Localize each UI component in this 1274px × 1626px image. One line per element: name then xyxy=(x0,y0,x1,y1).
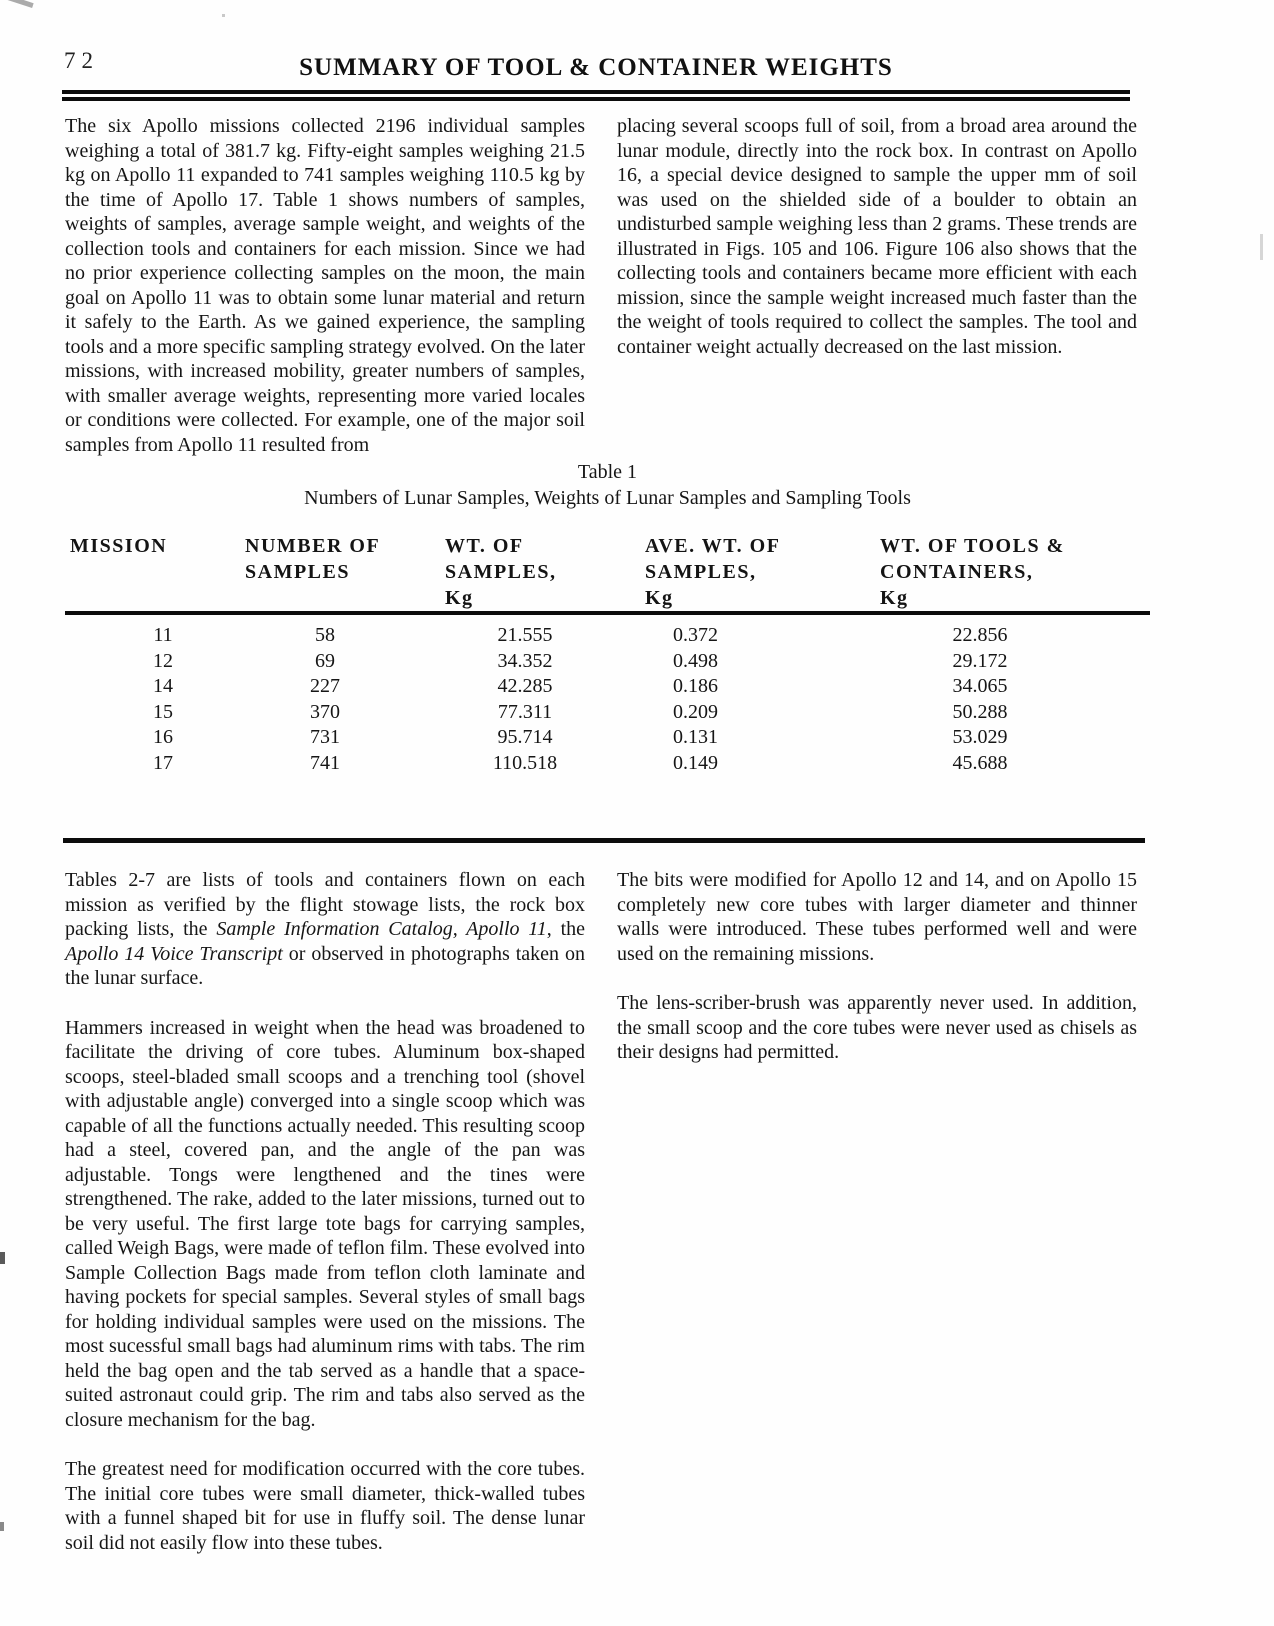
body-paragraph: The lens-scriber-brush was apparently never used. In addition, the small scoop and the core tubes were never used as chisels as their designs had permitted. xyxy=(617,992,1137,1063)
masthead xyxy=(62,0,1130,82)
table-cell: 53.029 xyxy=(952,726,1008,748)
column-header-mission: MISSION xyxy=(70,535,168,557)
table-cell: 42.285 xyxy=(497,675,553,697)
table-cell: 227 xyxy=(310,675,340,697)
body-paragraph: Tables 2-7 are lists of tools and containers flown on each mission as verified by the flight stowage lists, the rock box packing lists, the Sample Information Catalog, Apollo 11, the Apollo 14 Voice Transcript or observed in photographs taken on the lunar surface. xyxy=(65,869,586,989)
header-double-rule xyxy=(62,90,1130,101)
table-cell: 77.311 xyxy=(497,700,553,723)
table-cell: 34.352 xyxy=(497,649,553,672)
body-right-column xyxy=(617,868,1137,1555)
table-cell: 69 xyxy=(315,649,335,672)
table-cell: 0.131 xyxy=(673,726,718,748)
table-cell: 50.288 xyxy=(952,700,1008,723)
table-cell: 741 xyxy=(310,751,340,774)
table-cell: 110.518 xyxy=(492,751,558,774)
table-row xyxy=(65,674,1150,700)
table-cell: 0.149 xyxy=(673,751,718,774)
column-header-ave-wt-of-samples: AVE. WT. OF SAMPLES, Kg xyxy=(645,535,781,609)
table-cell: 14 xyxy=(153,675,173,697)
scan-artifact xyxy=(0,1252,5,1264)
samples-table xyxy=(65,533,1150,776)
table-caption-line2: Numbers of Lunar Samples, Weights of Lunar Samples and Sampling Tools xyxy=(304,487,911,509)
table-row xyxy=(65,725,1150,751)
intro-section xyxy=(65,114,1137,457)
scan-artifact xyxy=(222,14,225,17)
page-number: 72 xyxy=(64,48,99,73)
scan-artifact xyxy=(1260,234,1263,260)
table-cell: 370 xyxy=(310,700,340,723)
intro-right-paragraph: placing several scoops full of soil, from a broad area around the lunar module, directly into the rock box. In contrast on Apollo 16, a special device designed to sample the upper mm of soil was used on the shielded side of a boulder to obtain an undisturbed sample weighing less than 2 grams. These trends are illustrated in Figs. 105 and 106. Figure 106 also shows that the collecting tools and containers became more efficient with each mission, since the sample weight increased much faster than the the weight of tools required to collect the samples. The tool and container weight actually decreased on the last mission. xyxy=(617,115,1137,358)
table-cell: 29.172 xyxy=(952,649,1008,672)
table-cell: 0.186 xyxy=(673,675,718,697)
body-left-column xyxy=(65,868,585,1555)
table-cell: 12 xyxy=(153,649,173,672)
table-cell: 0.498 xyxy=(673,649,718,672)
table-cell: 11 xyxy=(153,624,173,646)
scan-artifact xyxy=(0,0,34,8)
table-cell: 45.688 xyxy=(952,751,1008,774)
intro-left-paragraph: The six Apollo missions collected 2196 individual samples weighing a total of 381.7 kg. Fifty-eight samples weighing 21.5 kg on Apollo 11 expanded to 741 samples weighing 110.5 kg by the time of Apollo 17. Table 1 shows numbers of samples, weights of samples, average sample weight, and weights of the collection tools and containers for each mission. Since we had no prior experience collecting samples on the moon, the main goal on Apollo 11 was to obtain some lunar material and return it safely to the Earth. As we gained experience, the sampling tools and a more specific sampling strategy evolved. On the later missions, with increased mobility, greater numbers of samples, with smaller average weights, representing more varied locales or conditions were collected. For example, one of the major soil samples from Apollo 11 resulted from xyxy=(65,115,585,456)
table-cell: 95.714 xyxy=(497,726,553,748)
table-header xyxy=(65,533,1150,613)
table-row xyxy=(65,649,1150,675)
table-cell: 34.065 xyxy=(952,675,1008,697)
table-body xyxy=(65,613,1150,776)
table-row xyxy=(65,751,1150,777)
table-cell: 17 xyxy=(153,751,173,774)
table-cell: 22.856 xyxy=(952,624,1008,646)
column-header-wt-of-tools-containers: WT. OF TOOLS & CONTAINERS, Kg xyxy=(880,535,1065,609)
table-cell: 16 xyxy=(153,726,173,748)
column-header-number-of-samples: NUMBER OF SAMPLES xyxy=(245,535,381,583)
table-cell: 15 xyxy=(153,700,173,723)
table-caption-line1: Table 1 xyxy=(577,461,638,483)
intro-left-column xyxy=(65,114,585,457)
table-cell: 731 xyxy=(310,726,340,748)
body-paragraph: Hammers increased in weight when the head was broadened to facilitate the driving of core tubes. Aluminum box-shaped scoops, steel-bladed small scoops and a trenching tool (shovel with adjustable angle) converged into a single scoop which was capable of all the functions actually needed. This resulting scoop had a steel, covered pan, and the angle of the pan was adjustable. Tongs were lengthened and the tines were strengthened. The rake, added to the later missions, turned out to be very useful. The first large tote bags for carrying samples, called Weigh Bags, were made of teflon film. These evolved into Sample Collection Bags made from teflon cloth laminate and having pockets for special samples. Several styles of small bags for holding individual samples were used on the missions. The most sucessful small bags had aluminum rims with tabs. The rim held the bag open and the tab served as a handle that a space-suited astronaut could grip. The rim and tabs also served as the closure mechanism for the bag. xyxy=(65,1016,585,1431)
body-section xyxy=(65,868,1137,1555)
table-caption xyxy=(65,459,1150,511)
table-row xyxy=(65,613,1150,649)
page-title: SUMMARY OF TOOL & CONTAINER WEIGHTS xyxy=(299,54,893,81)
body-paragraph: The bits were modified for Apollo 12 and 14, and on Apollo 15 completely new core tubes with larger diameter and thinner walls were introduced. These tubes performed well and were used on the remaining missions. xyxy=(617,869,1137,965)
column-header-wt-of-samples: WT. OF SAMPLES, Kg xyxy=(445,535,557,609)
table-cell: 58 xyxy=(315,624,335,646)
table-cell: 0.372 xyxy=(673,624,718,646)
table-cell: 21.555 xyxy=(497,624,553,646)
intro-right-column xyxy=(617,114,1137,457)
section-divider-rule xyxy=(63,838,1145,843)
body-paragraph: The greatest need for modification occurred with the core tubes. The initial core tubes were small diameter, thick-walled tubes with a funnel shaped bit for use in fluffy soil. The dense lunar soil did not easily flow into these tubes. xyxy=(65,1458,585,1554)
table-cell: 0.209 xyxy=(673,700,718,723)
scan-artifact xyxy=(0,1522,4,1531)
table-row xyxy=(65,700,1150,726)
